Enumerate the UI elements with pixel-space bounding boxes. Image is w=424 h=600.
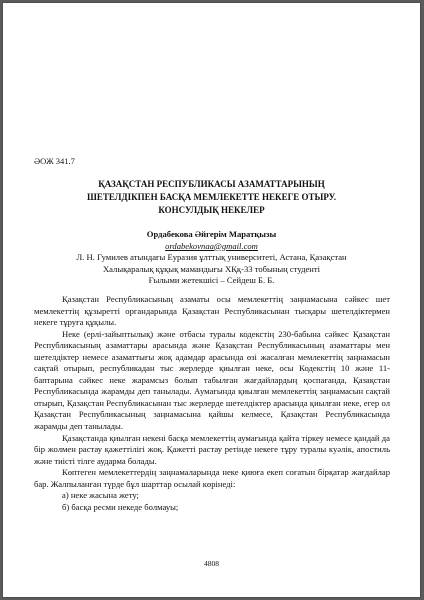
author-block — [33, 229, 390, 287]
affiliation-line: Ғылыми жетекшісі – Сейдеш Б. Б. — [148, 275, 275, 286]
title-line: КОНСУЛДЫҚ НЕКЕЛЕР — [158, 205, 265, 215]
author-email[interactable]: ordabekovnaa@gmail.com — [165, 240, 258, 251]
body-paragraph: Көптеген мемлекеттердің заңнамаларында неке қиюға екеп соғатын бірқатар жағдайлар бар. Жалпыланған түрде бұл шарттар осылай көрінеді: — [34, 467, 390, 489]
udc-code: ӘОЖ 341.7 — [34, 156, 75, 166]
list-item: б) басқа ресми некеде болмауы; — [62, 501, 179, 512]
body-paragraph: Қазақстан Республикасының азаматы осы мемлекеттің заңнамасына сәйкес шет мемлекеттің құзыретті органдарында Қазақстан Республикасынан тысқары шетелдіктермен некеге тұруға құқылы. — [34, 294, 390, 328]
affiliation-line: Халықаралық құқық мамандығы ХҚқ-33 тобының студенті — [102, 263, 321, 274]
article-title — [33, 178, 390, 217]
body-paragraph: Неке (ерлі-зайыптылық) және отбасы туралы кодекстің 230-бабына сәйкес Қазақстан Республикасының азаматтары арасында және Қазақстан Республикасының азаматтары мен шетелдіктер немесе азаматтығы жоқ адамдар арасында өзі жасалған мемлекеттің заңнамасын сақтай отырып, республикадан тыс жерлерде қиылған неке, осы Кодекстің 10 және 11-баптарына сәйкес неке жарамсыз болып табылған жағдайлардың қоспағанда, Қазақстан Республикасында жарамды деп танылады. Аумағында қиылған мемлекеттің заңнамасын сақтай отырып, Қазақстан Республикасынан тыс жерлерде шетелдіктер арасында қиылған неке, егер ол Қазақстан Республикасының заңнамасына қайшы келмесе, Қазақстан Республикасында жарамды деп танылады. — [34, 328, 390, 432]
article-body — [34, 294, 390, 513]
title-line: ШЕТЕЛДІКПЕН БАСҚА МЕМЛЕКЕТТЕ НЕКЕГЕ ОТЫРУ. — [86, 192, 337, 202]
page-number: 4808 — [204, 559, 219, 568]
author-name: Ордабекова Әйгерім Маратқызы — [146, 229, 277, 239]
affiliation-line: Л. Н. Гумилев атындағы Еуразия ұлттық университеті, Астана, Қазақстан — [76, 252, 347, 263]
title-line: ҚАЗАҚСТАН РЕСПУБЛИКАСЫ АЗАМАТТАРЫНЫҢ — [98, 179, 325, 189]
list-item: а) неке жасына жету; — [62, 490, 139, 501]
body-paragraph: Қазақстанда қиылған некені басқа мемлекеттің аумағында қайта тіркеу немесе қандай да бір жолмен растау қажеттілігі жоқ. Қажетті растау ретінде некеге тұру туралы куәлік, апостиль және тиісті тілге аударма болады. — [34, 432, 390, 466]
document-page — [3, 3, 420, 597]
